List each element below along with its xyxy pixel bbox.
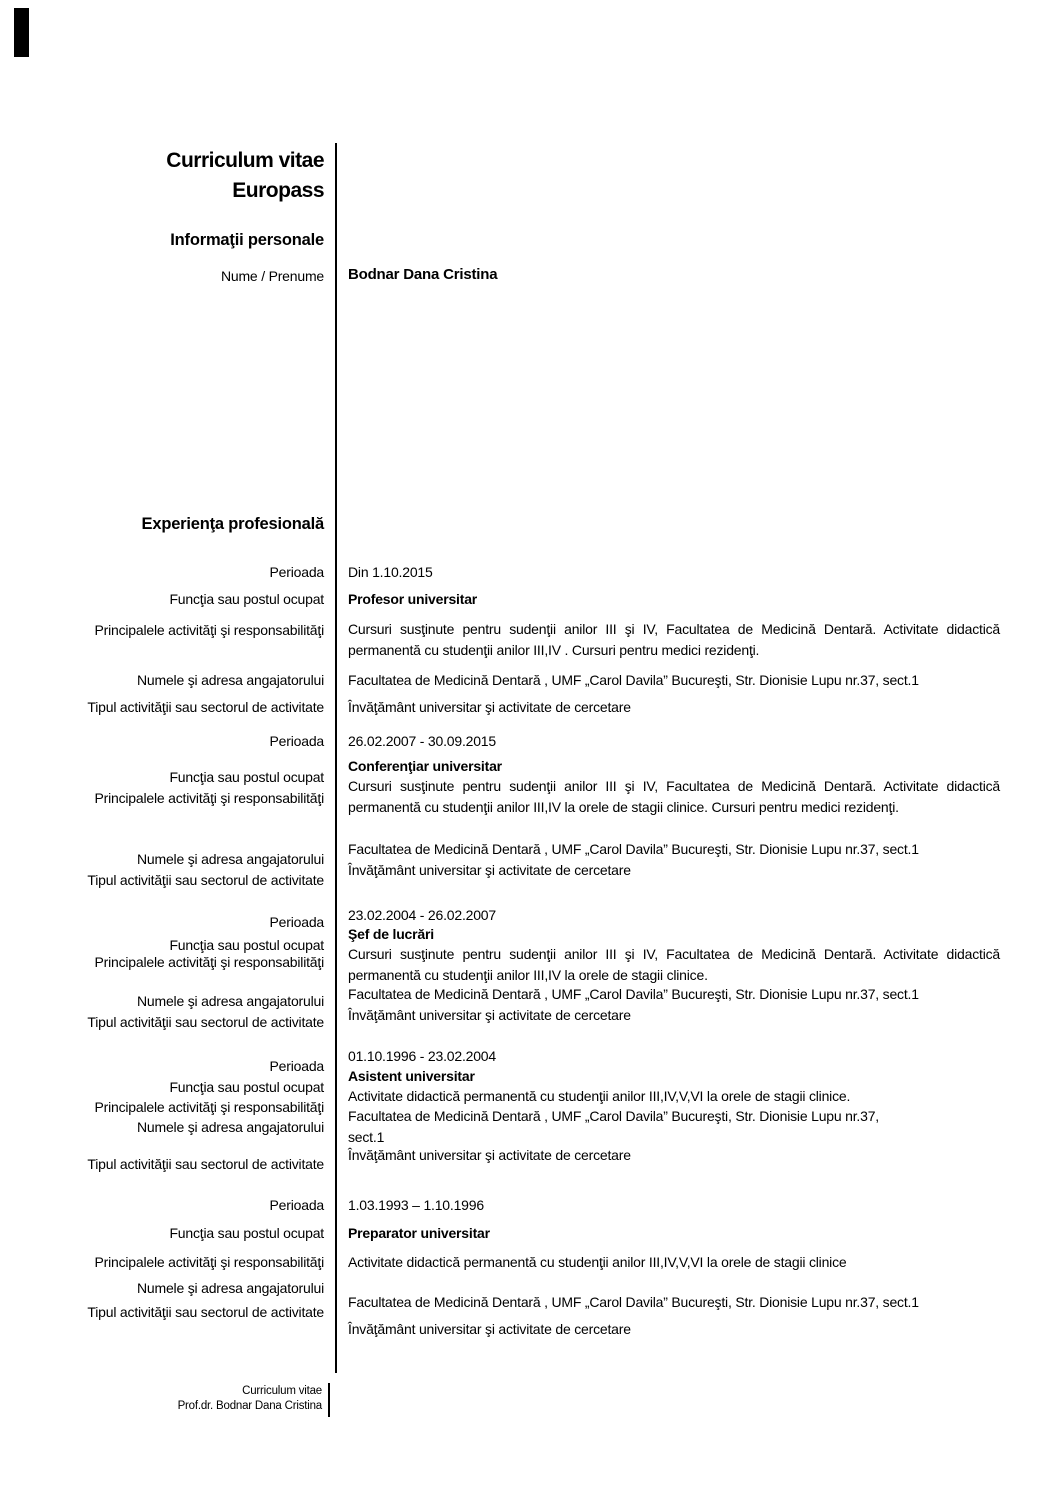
job1-activities-value: Cursuri susţinute pentru sudenţii anilor III şi IV, Facultatea de Medicină Dentară. Activitate didactică permanentă cu studenţii anilor III,IV . Cursuri pentru medici rezidenţi. <box>348 621 1000 658</box>
name-value: Bodnar Dana Cristina <box>348 266 498 283</box>
job2-period-label: Perioada <box>269 733 324 749</box>
job1-sector-value: Învăţământ universitar şi activitate de cercetare <box>348 699 631 715</box>
job3-employer-value: Facultatea de Medicină Dentară , UMF „Carol Davila” Bucureşti, Str. Dionisie Lupu nr.37, sect.1 <box>348 986 919 1002</box>
job4-sector-label: Tipul activităţii sau sectorul de activitate <box>87 1156 324 1172</box>
job2-sector-value: Învăţământ universitar şi activitate de cercetare <box>348 862 631 878</box>
job5-position-value: Preparator universitar <box>348 1225 490 1241</box>
job3-position-value: Şef de lucrări <box>348 926 434 942</box>
job3-employer-label: Numele şi adresa angajatorului <box>137 993 324 1009</box>
job5-sector-value: Învăţământ universitar şi activitate de cercetare <box>348 1321 631 1337</box>
job1-position-label: Funcţia sau postul ocupat <box>169 591 324 607</box>
job1-period-label: Perioada <box>269 564 324 580</box>
job4-activities-value: Activitate didactică permanentă cu studenţii anilor III,IV,V,VI la orele de stagii clinice. <box>348 1088 851 1104</box>
job1-activities-label: Principalele activităţi şi responsabilităţi <box>94 622 324 638</box>
experience-heading: Experienţa profesională <box>141 515 324 533</box>
job5-employer-label: Numele şi adresa angajatorului <box>137 1280 324 1296</box>
job1-position-value: Profesor universitar <box>348 591 478 607</box>
footer-divider-line <box>328 1383 330 1417</box>
name-label: Nume / Prenume <box>220 268 324 284</box>
job2-employer-label: Numele şi adresa angajatorului <box>137 851 324 867</box>
job4-sector-value: Învăţământ universitar şi activitate de cercetare <box>348 1147 631 1163</box>
job4-position-label: Funcţia sau postul ocupat <box>169 1079 324 1095</box>
job3-activities-label: Principalele activităţi şi responsabilităţi <box>94 954 324 970</box>
document-title <box>0 146 324 206</box>
job1-employer-value: Facultatea de Medicină Dentară , UMF „Carol Davila” Bucureşti, Str. Dionisie Lupu nr.37, sect.1 <box>348 672 919 688</box>
job3-period-value: 23.02.2004 - 26.02.2007 <box>348 907 496 923</box>
job5-sector-label: Tipul activităţii sau sectorul de activitate <box>87 1304 324 1320</box>
job4-position-value: Asistent universitar <box>348 1068 475 1084</box>
personal-info-heading: Informaţii personale <box>170 231 324 249</box>
footer-author: Prof.dr. Bodnar Dana Cristina <box>177 1400 322 1412</box>
column-divider-line <box>335 143 337 1373</box>
job3-sector-value: Învăţământ universitar şi activitate de cercetare <box>348 1007 631 1023</box>
job2-employer-value: Facultatea de Medicină Dentară , UMF „Carol Davila” Bucureşti, Str. Dionisie Lupu nr.37, sect.1 <box>348 841 919 857</box>
job5-period-value: 1.03.1993 – 1.10.1996 <box>348 1197 484 1213</box>
job4-employer-label: Numele şi adresa angajatorului <box>137 1119 324 1135</box>
footer-doc-type: Curriculum vitae <box>242 1385 322 1397</box>
job5-position-label: Funcţia sau postul ocupat <box>169 1225 324 1241</box>
job4-period-value: 01.10.1996 - 23.02.2004 <box>348 1048 496 1064</box>
job5-activities-value: Activitate didactică permanentă cu studenţii anilor III,IV,V,VI la orele de stagii clinice <box>348 1254 847 1270</box>
job4-employer-value-line1: Facultatea de Medicină Dentară , UMF „Carol Davila” Bucureşti, Str. Dionisie Lupu nr.37, <box>348 1108 879 1124</box>
job2-position-label: Funcţia sau postul ocupat <box>169 769 324 785</box>
job2-sector-label: Tipul activităţii sau sectorul de activitate <box>87 872 324 888</box>
job3-sector-label: Tipul activităţii sau sectorul de activitate <box>87 1014 324 1030</box>
job5-period-label: Perioada <box>269 1197 324 1213</box>
job2-activities-label: Principalele activităţi şi responsabilităţi <box>94 790 324 806</box>
job2-activities-value: Cursuri susţinute pentru sudenţii anilor III şi IV, Facultatea de Medicină Dentară. Activitate didactică permanentă cu studenţii anilor III,IV la orele de stagii clinice. Cursuri pentru medici rezidenţi. <box>348 778 1000 815</box>
job4-period-label: Perioada <box>269 1058 324 1074</box>
job3-period-label: Perioada <box>269 914 324 930</box>
job1-sector-label: Tipul activităţii sau sectorul de activitate <box>87 699 324 715</box>
document-title-line1: Curriculum vitae <box>166 149 324 172</box>
job1-employer-label: Numele şi adresa angajatorului <box>137 672 324 688</box>
scan-corner-mark <box>14 8 29 57</box>
job5-activities-label: Principalele activităţi şi responsabilităţi <box>94 1254 324 1270</box>
job4-activities-label: Principalele activităţi şi responsabilităţi <box>94 1099 324 1115</box>
job5-employer-value: Facultatea de Medicină Dentară , UMF „Carol Davila” Bucureşti, Str. Dionisie Lupu nr.37, sect.1 <box>348 1294 919 1310</box>
document-title-line2: Europass <box>232 179 324 202</box>
job4-employer-value-line2: sect.1 <box>348 1129 385 1145</box>
job2-position-value: Conferenţiar universitar <box>348 758 502 774</box>
job3-position-label: Funcţia sau postul ocupat <box>169 937 324 953</box>
job2-period-value: 26.02.2007 - 30.09.2015 <box>348 733 496 749</box>
job3-activities-value: Cursuri susţinute pentru sudenţii anilor III şi IV, Facultatea de Medicină Dentară. Activitate didactică permanentă cu studenţii anilor III,IV la orele de stagii clinice. <box>348 946 1000 983</box>
job1-period-value: Din 1.10.2015 <box>348 564 433 580</box>
